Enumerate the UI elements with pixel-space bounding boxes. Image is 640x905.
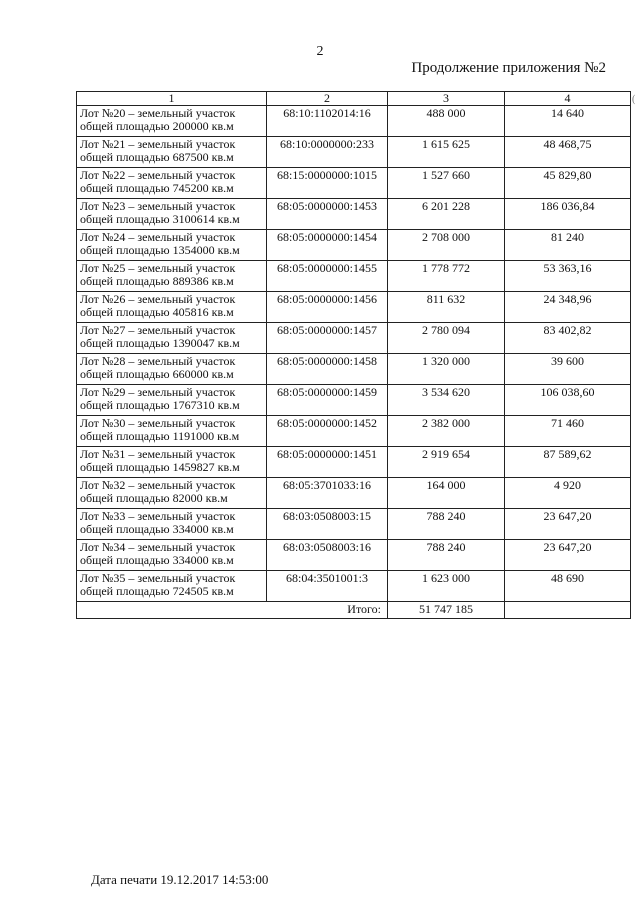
appendix-title: Продолжение приложения №2: [411, 60, 606, 76]
lot-description-cell: [77, 292, 267, 323]
total-empty-cell: [505, 602, 631, 619]
deposit-cell: 45 829,80: [505, 168, 631, 199]
deposit-cell: 53 363,16: [505, 261, 631, 292]
deposit-cell: 23 647,20: [505, 509, 631, 540]
deposit-cell: 81 240: [505, 230, 631, 261]
lot-description-cell: [77, 571, 267, 602]
lot-title: Лот №33 – земельный участок: [80, 509, 236, 523]
table-row: [77, 323, 631, 354]
total-value: 51 747 185: [388, 602, 505, 619]
table-row: [77, 261, 631, 292]
lot-title: Лот №23 – земельный участок: [80, 199, 236, 213]
lots-table: [76, 91, 631, 619]
deposit-cell: 39 600: [505, 354, 631, 385]
lot-area: общей площадью 334000 кв.м: [80, 553, 234, 567]
price-cell: 2 708 000: [388, 230, 505, 261]
cadastral-number-cell: 68:04:3501001:3: [267, 571, 388, 602]
edge-mark: (: [632, 94, 636, 105]
deposit-cell: 23 647,20: [505, 540, 631, 571]
deposit-cell: 106 038,60: [505, 385, 631, 416]
lot-title: Лот №20 – земельный участок: [80, 106, 236, 120]
lot-description-cell: [77, 230, 267, 261]
table-row: [77, 292, 631, 323]
price-cell: 2 382 000: [388, 416, 505, 447]
deposit-cell: 83 402,82: [505, 323, 631, 354]
lot-description-cell: [77, 323, 267, 354]
table-row: [77, 416, 631, 447]
table-row: [77, 199, 631, 230]
deposit-cell: 48 468,75: [505, 137, 631, 168]
lot-title: Лот №21 – земельный участок: [80, 137, 236, 151]
lot-title: Лот №22 – земельный участок: [80, 168, 236, 182]
deposit-cell: 48 690: [505, 571, 631, 602]
column-header-2: 2: [267, 92, 388, 106]
cadastral-number-cell: 68:05:0000000:1453: [267, 199, 388, 230]
deposit-cell: 14 640: [505, 106, 631, 137]
column-header-4: 4: [505, 92, 631, 106]
table-row: [77, 385, 631, 416]
table-row: [77, 168, 631, 199]
cadastral-number-cell: 68:03:0508003:15: [267, 509, 388, 540]
lot-area: общей площадью 889386 кв.м: [80, 274, 234, 288]
lot-description-cell: [77, 478, 267, 509]
deposit-cell: 4 920: [505, 478, 631, 509]
column-header-1: 1: [77, 92, 267, 106]
price-cell: 2 919 654: [388, 447, 505, 478]
cadastral-number-cell: 68:15:0000000:1015: [267, 168, 388, 199]
deposit-cell: 24 348,96: [505, 292, 631, 323]
deposit-cell: 71 460: [505, 416, 631, 447]
lot-title: Лот №28 – земельный участок: [80, 354, 236, 368]
cadastral-number-cell: 68:05:0000000:1455: [267, 261, 388, 292]
lot-area: общей площадью 1767310 кв.м: [80, 398, 240, 412]
cadastral-number-cell: 68:05:0000000:1457: [267, 323, 388, 354]
cadastral-number-cell: 68:05:0000000:1458: [267, 354, 388, 385]
lot-description-cell: [77, 106, 267, 137]
cadastral-number-cell: 68:05:0000000:1454: [267, 230, 388, 261]
lot-area: общей площадью 405816 кв.м: [80, 305, 234, 319]
lot-title: Лот №29 – земельный участок: [80, 385, 236, 399]
cadastral-number-cell: 68:10:0000000:233: [267, 137, 388, 168]
price-cell: 1 623 000: [388, 571, 505, 602]
print-date: Дата печати 19.12.2017 14:53:00: [91, 872, 269, 887]
lot-area: общей площадью 1354000 кв.м: [80, 243, 240, 257]
lot-title: Лот №34 – земельный участок: [80, 540, 236, 554]
lot-area: общей площадью 1191000 кв.м: [80, 429, 240, 443]
price-cell: 3 534 620: [388, 385, 505, 416]
lot-title: Лот №26 – земельный участок: [80, 292, 236, 306]
table-body: [77, 106, 631, 602]
table-row: [77, 447, 631, 478]
lot-area: общей площадью 334000 кв.м: [80, 522, 234, 536]
price-cell: 6 201 228: [388, 199, 505, 230]
lot-area: общей площадью 1459827 кв.м: [80, 460, 240, 474]
price-cell: 164 000: [388, 478, 505, 509]
price-cell: 1 778 772: [388, 261, 505, 292]
table-row: [77, 509, 631, 540]
table-header-row: [77, 92, 631, 106]
lot-description-cell: [77, 168, 267, 199]
lot-description-cell: [77, 540, 267, 571]
table-row: [77, 106, 631, 137]
lots-table-wrapper: [76, 91, 630, 619]
cadastral-number-cell: 68:05:0000000:1456: [267, 292, 388, 323]
lot-description-cell: [77, 137, 267, 168]
lot-title: Лот №25 – земельный участок: [80, 261, 236, 275]
deposit-cell: 186 036,84: [505, 199, 631, 230]
price-cell: 1 527 660: [388, 168, 505, 199]
table-row: [77, 540, 631, 571]
table-row: [77, 137, 631, 168]
lot-description-cell: [77, 385, 267, 416]
lot-area: общей площадью 82000 кв.м: [80, 491, 228, 505]
deposit-cell: 87 589,62: [505, 447, 631, 478]
lot-description-cell: [77, 447, 267, 478]
table-total-row: [77, 602, 631, 619]
table-row: [77, 230, 631, 261]
cadastral-number-cell: 68:05:0000000:1459: [267, 385, 388, 416]
lot-area: общей площадью 1390047 кв.м: [80, 336, 240, 350]
lot-title: Лот №31 – земельный участок: [80, 447, 236, 461]
lot-description-cell: [77, 416, 267, 447]
lot-title: Лот №24 – земельный участок: [80, 230, 236, 244]
lot-title: Лот №27 – земельный участок: [80, 323, 236, 337]
column-header-3: 3: [388, 92, 505, 106]
page-number: 2: [316, 44, 324, 59]
table-row: [77, 571, 631, 602]
lot-area: общей площадью 200000 кв.м: [80, 119, 234, 133]
lot-area: общей площадью 724505 кв.м: [80, 584, 234, 598]
lot-description-cell: [77, 261, 267, 292]
price-cell: 811 632: [388, 292, 505, 323]
price-cell: 1 320 000: [388, 354, 505, 385]
lot-title: Лот №30 – земельный участок: [80, 416, 236, 430]
table-row: [77, 354, 631, 385]
table-row: [77, 478, 631, 509]
lot-title: Лот №35 – земельный участок: [80, 571, 236, 585]
lot-area: общей площадью 660000 кв.м: [80, 367, 234, 381]
lot-area: общей площадью 687500 кв.м: [80, 150, 234, 164]
cadastral-number-cell: 68:05:3701033:16: [267, 478, 388, 509]
lot-area: общей площадью 745200 кв.м: [80, 181, 234, 195]
price-cell: 788 240: [388, 540, 505, 571]
price-cell: 1 615 625: [388, 137, 505, 168]
cadastral-number-cell: 68:05:0000000:1451: [267, 447, 388, 478]
total-label: Итого:: [77, 602, 388, 619]
lot-area: общей площадью 3100614 кв.м: [80, 212, 240, 226]
cadastral-number-cell: 68:05:0000000:1452: [267, 416, 388, 447]
price-cell: 788 240: [388, 509, 505, 540]
lot-description-cell: [77, 199, 267, 230]
lot-description-cell: [77, 509, 267, 540]
price-cell: 488 000: [388, 106, 505, 137]
price-cell: 2 780 094: [388, 323, 505, 354]
cadastral-number-cell: 68:10:1102014:16: [267, 106, 388, 137]
lot-description-cell: [77, 354, 267, 385]
cadastral-number-cell: 68:03:0508003:16: [267, 540, 388, 571]
lot-title: Лот №32 – земельный участок: [80, 478, 236, 492]
